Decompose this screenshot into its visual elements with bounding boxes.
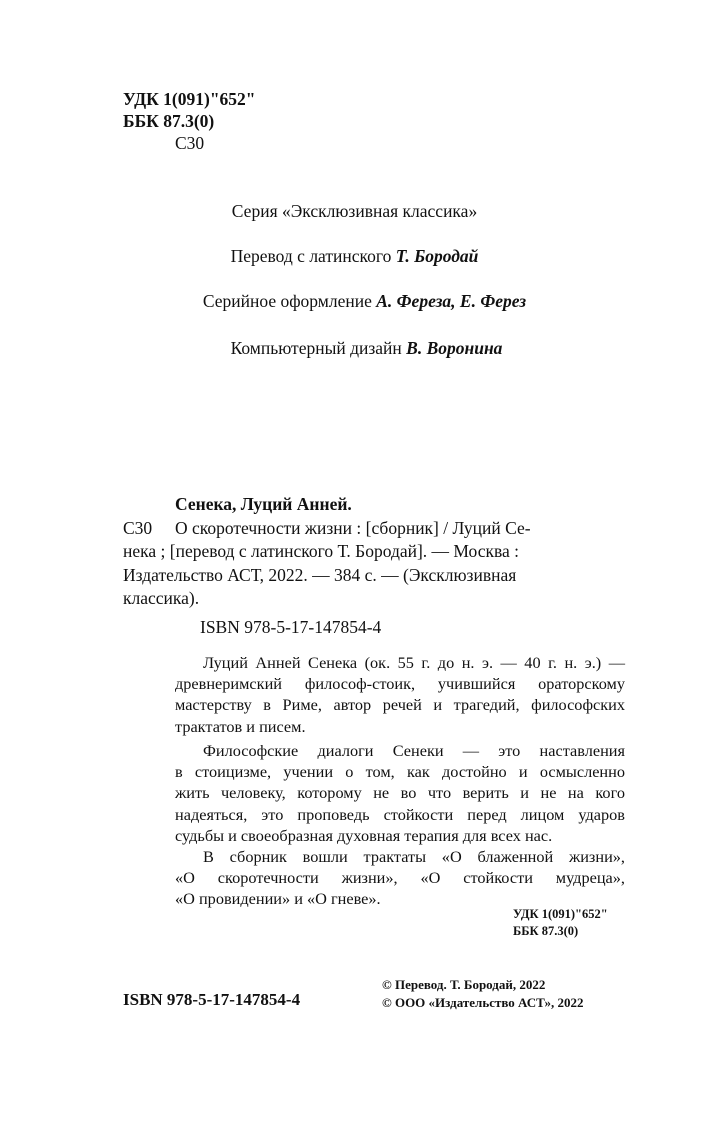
annotation-line: судьбы и своеобразная духовная терапия для всех нас. — [175, 825, 553, 845]
record-description — [175, 517, 531, 541]
record-line: О скоротечности жизни : [сборник] / Луций Се- — [175, 517, 531, 538]
record-author: Сенека, Луций Анней. — [175, 494, 352, 514]
record-isbn: ISBN 978-5-17-147854-4 — [200, 617, 382, 637]
computer-design-credit — [12, 338, 709, 359]
annotation-line: «О скоротечности жизни», «О стойкости мудреца», — [175, 868, 625, 888]
bbk-code: ББК 87.3(0) — [123, 111, 215, 131]
record-code: С30 — [123, 517, 153, 538]
annotation-line: надеяться, это проповедь стойкости перед лицом ударов — [175, 804, 625, 824]
record-line: нека ; [перевод с латинского Т. Бородай]. — Москва : — [123, 541, 520, 561]
annotation-paragraph-1 — [175, 652, 625, 737]
author-mark: С30 — [175, 133, 205, 153]
record-line: Издательство АСТ, 2022. — 384 с. — (Эксклюзивная — [123, 564, 517, 585]
designer-names: А. Фереза, Е. Ферез — [376, 291, 527, 311]
computer-designer-name: В. Воронина — [406, 338, 503, 358]
design-label: Серийное оформление — [202, 291, 372, 311]
copyright-notices — [382, 976, 584, 1012]
record-line: классика). — [123, 588, 200, 608]
classification-codes — [123, 88, 256, 154]
footer-classification-codes — [513, 906, 608, 940]
footer-udk-code: УДК 1(091)"652" — [513, 907, 608, 921]
computer-design-label: Компьютерный дизайн — [230, 338, 402, 358]
udk-code: УДК 1(091)"652" — [123, 89, 256, 109]
footer-bbk-code: ББК 87.3(0) — [513, 924, 579, 938]
annotation-line: В сборник вошли трактаты «О блаженной жизни», — [203, 847, 625, 867]
annotation-line: «О провидении» и «О гневе». — [175, 889, 381, 909]
translation-label: Перевод с латинского — [230, 246, 392, 266]
copyright-publisher: © ООО «Издательство АСТ», 2022 — [382, 995, 584, 1010]
series-credit — [0, 201, 709, 222]
annotation-paragraph-2 — [175, 740, 625, 910]
annotation-line: древнеримский философ-стоик, учившийся ораторскому — [175, 674, 625, 694]
copyright-translation: © Перевод. Т. Бородай, 2022 — [382, 977, 546, 992]
design-credit — [10, 291, 709, 312]
annotation-line: Луций Анней Сенека (ок. 55 г. до н. э. — 40 г. н. э.) — — [203, 653, 625, 672]
bibliographic-record — [123, 493, 623, 611]
translator-name: Т. Бородай — [395, 246, 479, 266]
footer-isbn: ISBN 978-5-17-147854-4 — [123, 990, 301, 1009]
annotation-line: Философские диалоги Сенеки — это наставления — [203, 741, 625, 760]
series-text: Серия «Эксклюзивная классика» — [231, 201, 478, 221]
annotation-line: в стоицизме, учении о том, как достойно и осмысленно — [175, 762, 625, 782]
annotation-line: мастерству в Риме, автор речей и трагедий, философских — [175, 695, 625, 715]
annotation-line: жить человеку, которому не во что верить и не на кого — [175, 783, 625, 803]
translation-credit — [0, 246, 709, 267]
annotation-line: трактатов и писем. — [175, 716, 306, 736]
